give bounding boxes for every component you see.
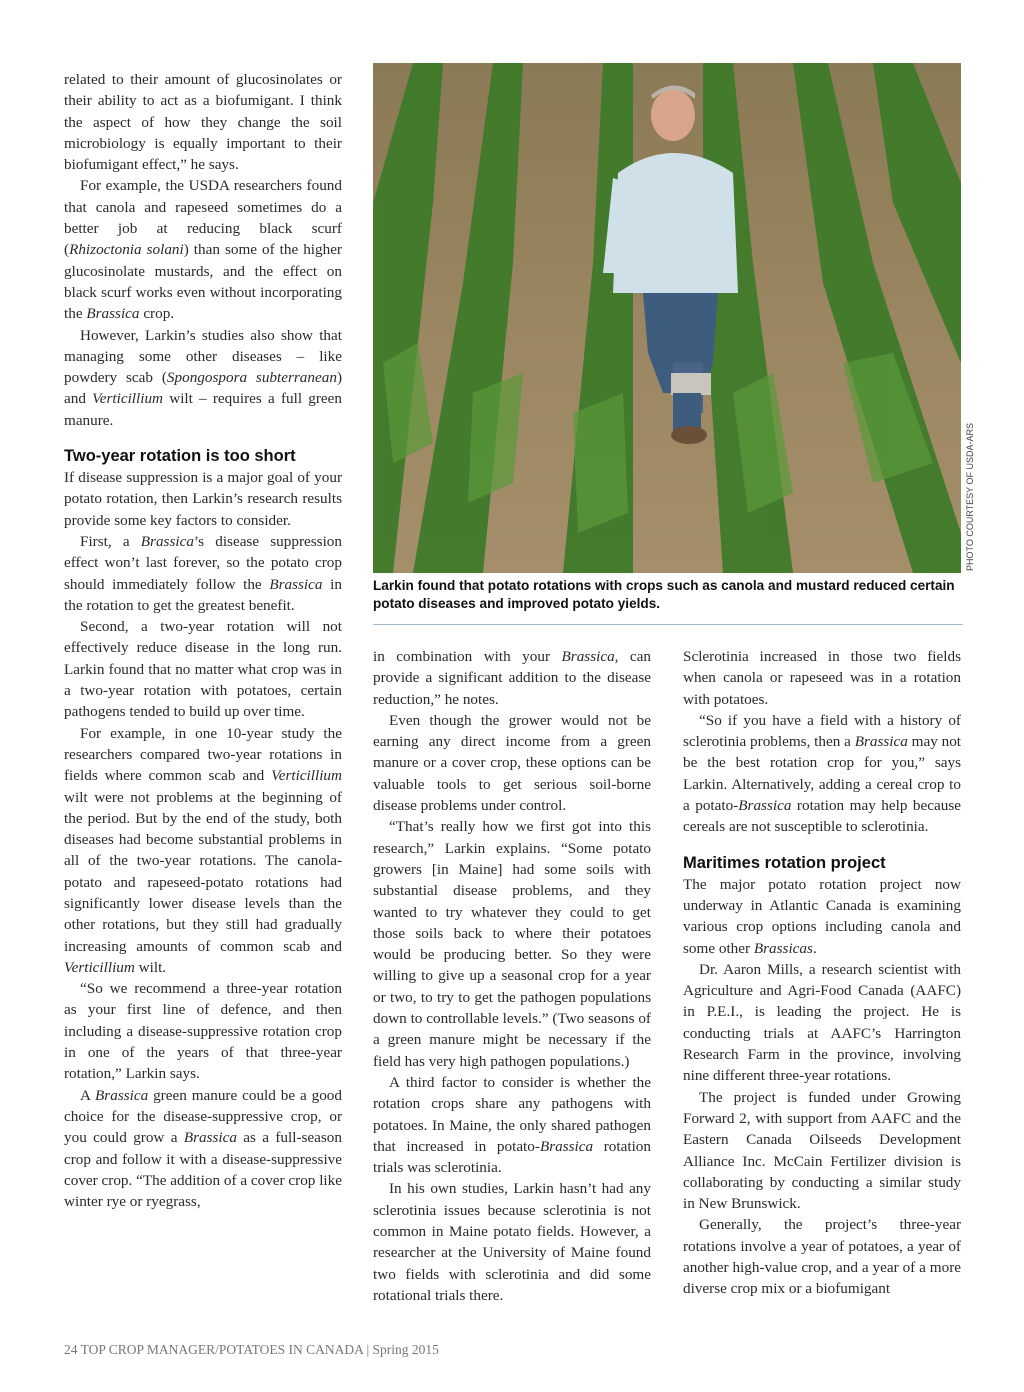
paragraph: First, a Brassica’s disease suppression effect won’t last forever, so the potato crop should immediately follow the Brassica in the rotation to get the greatest benefit. (64, 532, 342, 614)
section-heading: Maritimes rotation project (683, 853, 886, 872)
field-photo (373, 63, 961, 573)
paragraph: Sclerotinia increased in those two fields when canola or rapeseed was in a rotation with potatoes. (683, 648, 961, 708)
photo-credit: PHOTO COURTESY OF USDA-ARS (965, 422, 975, 571)
paragraph: Second, a two-year rotation will not effectively reduce disease in the long run. Larkin found that no matter what crop was in a two-year rotation with potatoes, certain pathogens tended to build up over time. (64, 618, 342, 721)
paragraph: In his own studies, Larkin hasn’t had any sclerotinia issues because sclerotinia is not common in Maine potato fields. However, a researcher at the University of Maine found two fields with sclerotinia and did some rotational trials there. (373, 1180, 651, 1304)
article-column-3 (683, 646, 961, 1300)
paragraph: Even though the grower would not be earning any direct income from a green manure or a cover crop, these options can be valuable tools to get serious soil-borne disease problems under control. (373, 711, 651, 815)
paragraph: related to their amount of glucosinolates or their ability to act as a biofumigant. I think the aspect of how they change the soil microbiology is equally important to their biofumigant effect,” he says. (64, 71, 342, 174)
paragraph: The major potato rotation project now underway in Atlantic Canada is examining various crop options including canola and some other Brassicas. (683, 875, 961, 957)
paragraph: “That’s really how we first got into this research,” Larkin explains. “Some potato growers [in Maine] had some soils with substantial disease problems, and they wanted to try whatever they could to get those soils back to where their potatoes would be producing better. So they were willing to give up a seasonal crop for a year or two, to try to get the pathogen populations down to controllable levels.” (Two seasons of a green manure might be necessary if the field has very high pathogen populations.) (373, 818, 651, 1070)
paragraph: However, Larkin’s studies also show that managing some other diseases – like powdery scab (Spongospora subterranean) and Verticillium wilt – requires a full green manure. (64, 326, 342, 429)
article-column-2 (373, 646, 651, 1306)
paragraph: “So we recommend a three-year rotation as your first line of defence, and then including a disease-suppressive rotation crop in one of the years of that three-year rotation,” Larkin says. (64, 980, 342, 1083)
paragraph: For example, in one 10-year study the researchers compared two-year rotations in fields where common scab and Verticillium wilt were not problems at the beginning of the period. But by the end of the study, both diseases had become substantial problems in all of the two-year rotations. The canola-potato and rapeseed-potato rotations had significantly lower disease levels than the other rotations, but they still had gradually increasing amounts of common scab and Verticillium wilt. (64, 724, 342, 976)
paragraph: A third factor to consider is whether the rotation crops share any pathogens with potatoes. In Maine, the only shared pathogen that increased in potato-Brassica rotation trials was sclerotinia. (373, 1073, 651, 1177)
paragraph: If disease suppression is a major goal of your potato rotation, then Larkin’s research results provide some key factors to consider. (64, 469, 342, 529)
paragraph: A Brassica green manure could be a good choice for the disease-suppressive crop, or you could grow a Brassica as a full-season crop and follow it with a disease-suppressive cover crop. “The addition of a cover crop like winter rye or ryegrass, (64, 1086, 342, 1211)
paragraph: Dr. Aaron Mills, a research scientist with Agriculture and Agri-Food Canada (AAFC) in P.E.I., is leading the project. He is conducting trials at AAFC’s Harrington Research Farm in the province, involving nine different three-year rotations. (683, 960, 961, 1085)
paragraph: Generally, the project’s three-year rotations involve a year of potatoes, a year of another high-value crop, and a year of a more diverse crop mix or a biofumigant (683, 1216, 961, 1298)
section-heading: Two-year rotation is too short (64, 447, 296, 466)
photo-caption: Larkin found that potato rotations with crops such as canola and mustard reduced certain potato diseases and improved potato yields. (373, 578, 955, 611)
paragraph: The project is funded under Growing Forward 2, with support from AAFC and the Eastern Canada Oilseeds Development Alliance Inc. McCain Fertilizer division is collaborating by conducting a similar study in New Brunswick. (683, 1088, 961, 1213)
page-footer: 24 TOP CROP MANAGER/POTATOES IN CANADA | Spring 2015 (64, 1342, 439, 1357)
caption-divider (373, 624, 963, 625)
paragraph: in combination with your Brassica, can provide a significant addition to the disease reduction,” he notes. (373, 648, 652, 708)
article-column-1 (64, 69, 342, 1212)
paragraph: “So if you have a field with a history of sclerotinia problems, then a Brassica may not be the best rotation crop for you,” says Larkin. Alternatively, adding a cereal crop to a potato-Brassica rotation may help because cereals are not susceptible to sclerotinia. (683, 711, 962, 836)
paragraph: For example, the USDA researchers found that canola and rapeseed sometimes do a better job at reducing black scurf (Rhizoctonia solani) than some of the higher glucosinolate mustards, and the effect on black scurf works even without incorporating the Brassica crop. (64, 177, 342, 323)
